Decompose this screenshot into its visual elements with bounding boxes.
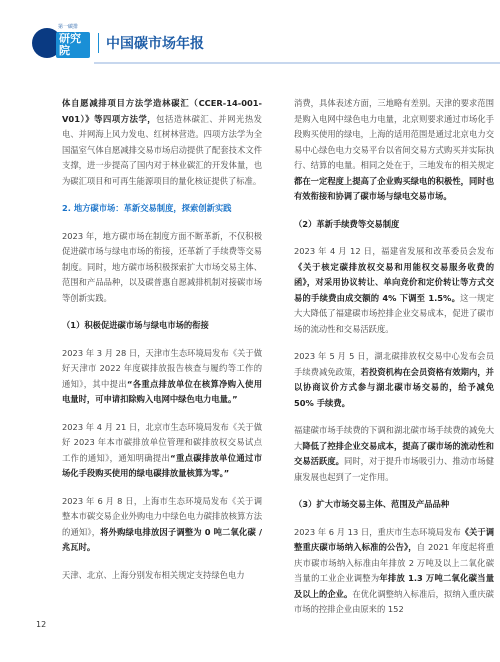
paragraph	[62, 420, 262, 482]
body-text: 2023 年 4 月 21 日，北京市生态环境局发布《关于做好 2023 年本市碳排放单位管理和碳排放权交易试点工作的通知》，通知明确提出	[62, 421, 262, 463]
right-column	[294, 96, 494, 618]
institute-logo	[32, 22, 90, 68]
body-text: 包括造林碳汇、并网光热发电、并网海上风力发电、红树林营造。四项方法学为全国温室气体自愿减排交易市场启动提供了配套技术文件支撑，进一步提高了国内对于林业碳汇的开发体量，也为碳汇项目和可再生能源项目的量化核证提供了标准。	[62, 113, 262, 186]
section-heading: 2. 地方碳市场：革新交易制度，探索创新实践	[62, 203, 232, 213]
bold-text: 《关于调整重庆碳市场纳入标准的公告》，	[294, 526, 494, 552]
paragraph	[294, 244, 494, 337]
body-text: 在优化调整纳入标准后，拟纳入重庆碳市场的控排企业由原来的 152	[294, 588, 494, 614]
page-title: 中国碳市场年报	[106, 36, 204, 52]
paragraph	[294, 525, 494, 618]
body-text: 这一规定大大降低了福建碳市场控排企业交易成本，促进了碳市场的流动性和交易活跃度。	[294, 292, 494, 334]
bold-text: 若投资机构在会员资格有效期内，并以协商议价方式参与湖北碳市场交易的，给予减免 50% 手续费。	[294, 366, 494, 408]
logo-text: 研究院	[56, 32, 90, 58]
body-text: 2023 年 6 月 8 日，上海市生态环境局发布《关于调整本市碳交易企业外购电力中绿色电力碳排放核算方法的通知》，	[62, 495, 262, 537]
page-number: 12	[36, 620, 47, 629]
subsection-heading: （2）革新手续费等交易制度	[294, 218, 400, 229]
body-text: 同时，对于提升市场吸引力、推动市场健康发展也起到了一定作用。	[294, 456, 494, 482]
subsection-heading: （1）积极促进碳市场与绿电市场的衔接	[62, 320, 209, 330]
page-header	[0, 0, 500, 75]
bold-text: “各重点排放单位在核算净购入使用电量时，可申请扣除购入电网中绿色电力电量。”	[62, 378, 262, 404]
header-rule	[94, 62, 500, 64]
body-text: 自 2021 年度起将重庆市碳市场纳入标准由年排放 2 万吨及以上二氧化碳当量的工业企业调整为	[294, 542, 494, 583]
bold-text: 将外购绿电排放因子调整为 0 吨二氧化碳 / 兆瓦时。	[62, 526, 262, 552]
body-text: 2023 年 6 月 13 日，重庆市生态环境局发布	[294, 526, 461, 537]
bold-text: “重点碳排放单位通过市场化手段购买使用的绿电碳排放量核算为零。”	[62, 452, 262, 478]
paragraph	[294, 349, 494, 411]
body-text: 2023 年 3 月 28 日，天津市生态环境局发布《关于做好天津市 2022 年度碳排放报告核查与履约等工作的通知》，其中提出	[62, 347, 262, 389]
body-text: 消费，具体表述方面，三地略有差别。天津的要求范围是购入电网中绿色电力电量，北京则要求通过市场化手段购买使用的绿电，上海的适用范围是通过北京电力交易中心绿色电力交易平台以省间交易方式购买并实际执行、结算的电量。相同之处在于，三地发布的相关规定	[294, 98, 494, 170]
bold-text: 《关于核定碳排放权交易和用能权交易服务收费的函》，对采用协议转让、单向竞价和定价转让等方式交易的手续费由成交额的 4% 下调至 1.5%。	[294, 261, 494, 303]
paragraph	[62, 96, 262, 189]
paragraph	[294, 423, 494, 485]
bold-text: 年排放 1.3 万吨二氧化碳当量及以上的企业。	[294, 573, 494, 599]
subsection-heading: （3）扩大市场交易主体、范围及产品品种	[294, 499, 450, 509]
bold-text: 降低了控排企业交易成本，提高了碳市场的流动性和交易活跃度。	[294, 440, 494, 466]
paragraph	[62, 494, 262, 556]
bold-text: 体自愿减排项目方法学造林碳汇（CCER-14-001-V01）》等四项方法学，	[62, 98, 262, 124]
header-separator	[98, 33, 99, 53]
paragraph	[294, 96, 494, 205]
body-text: 福建碳市场手续费的下调和湖北碳市场手续费的减免大大	[294, 425, 494, 451]
paragraph: 天津、北京、上海分别发布相关规定支持绿色电力	[62, 569, 245, 580]
left-column	[62, 96, 262, 583]
bold-text: 都在一定程度上提高了企业购买绿电的积极性，同时也有效衔接和协调了碳市场与绿电交易市场。	[294, 175, 494, 201]
paragraph	[62, 346, 262, 408]
logo-small-text: 第一碳排	[58, 24, 79, 30]
body-text: 2023 年 4 月 12 日，福建省发展和改革委员会发布	[294, 246, 494, 256]
body-text: 2023 年 5 月 5 日，湖北碳排放权交易中心发布会员手续费减免政策，	[294, 351, 494, 377]
paragraph: 2023 年，地方碳市场在制度方面不断革新，不仅积极促进碳市场与绿电市场的衔接，还革新了手续费等交易制度。同时，地方碳市场积极探索扩大市场交易主体、范围和产品品种，以及碳普惠自愿减排机制对接碳市场等创新实践。	[62, 230, 262, 303]
